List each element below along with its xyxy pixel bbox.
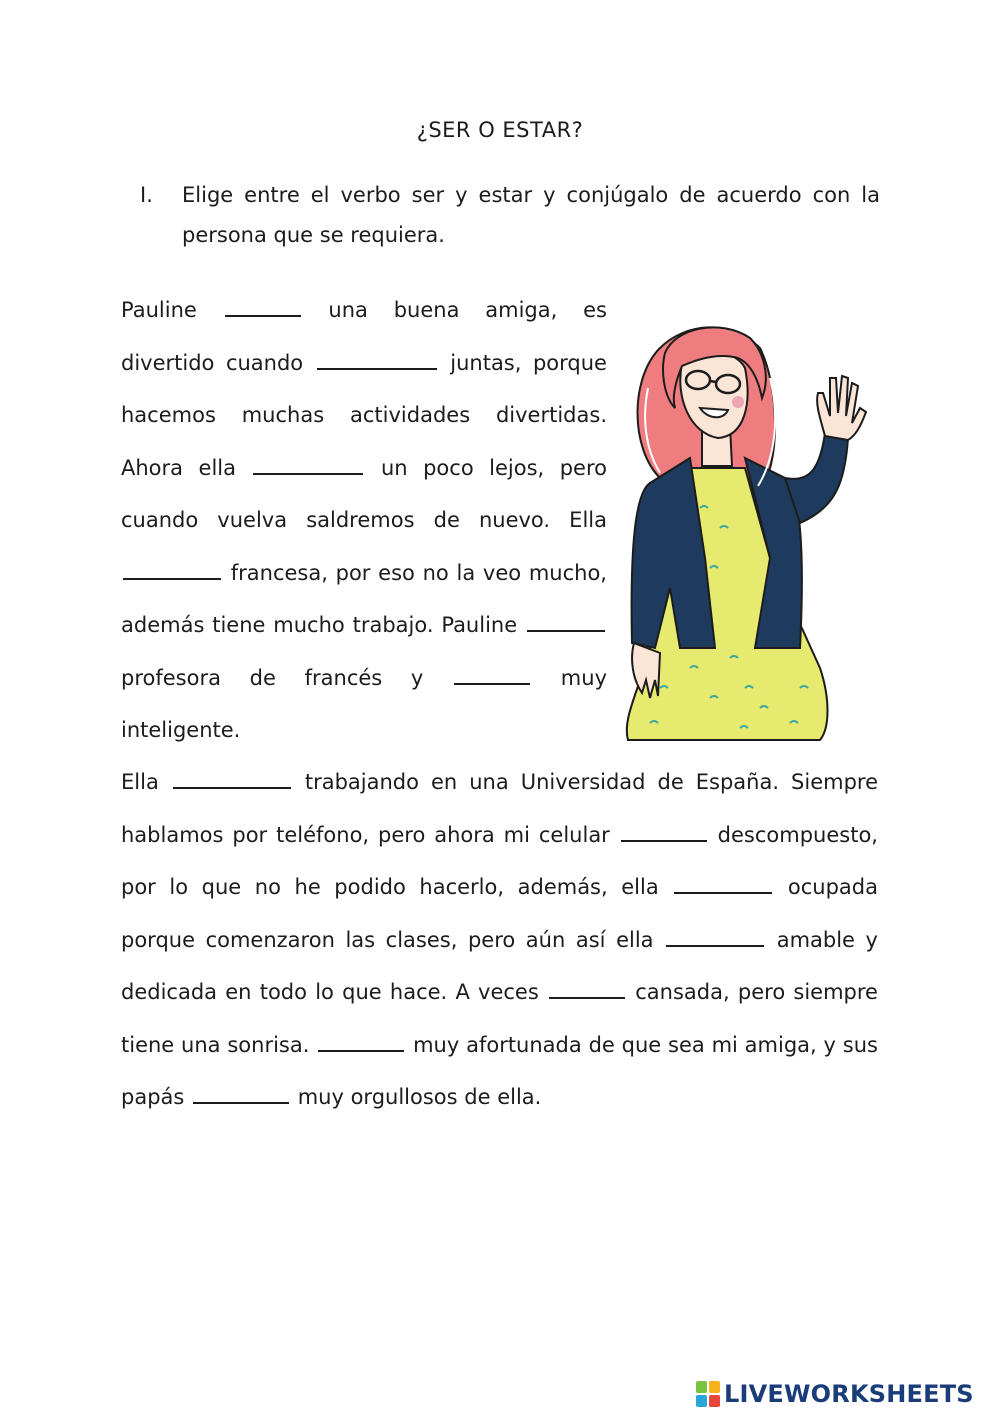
p2-text-7: muy afortunada de que sea mi amiga, y sus papás bbox=[121, 1032, 878, 1109]
p2-text-5: amable y dedicada en todo lo que hace. A veces bbox=[121, 927, 878, 1004]
p1-text-1: Pauline bbox=[121, 298, 197, 322]
answer-blank-3[interactable] bbox=[253, 454, 363, 475]
p2-text-6: cansada, pero siempre tiene una sonrisa. bbox=[121, 980, 878, 1057]
instruction-text: Elige entre el verbo ser y estar y conjúgalo de acuerdo con la persona que se requiera. bbox=[182, 183, 880, 247]
p2-text-8: muy orgullosos de ella. bbox=[297, 1085, 542, 1109]
p1-text-6: profesora de francés y bbox=[121, 665, 424, 690]
answer-blank-8[interactable] bbox=[621, 821, 707, 842]
p2-text-1: Ella bbox=[121, 770, 159, 794]
worksheet-title: ¿SER O ESTAR? bbox=[416, 118, 584, 142]
answer-blank-13[interactable] bbox=[193, 1083, 289, 1104]
liveworksheets-logo bbox=[696, 1378, 974, 1410]
paragraph-2 bbox=[121, 756, 878, 1124]
answer-blank-9[interactable] bbox=[674, 873, 772, 894]
p2-text-2: trabajando en una Universidad de España. Siempre hablamos por teléfono, pero ahora mi celular bbox=[121, 770, 878, 847]
instruction bbox=[140, 175, 880, 255]
answer-blank-1[interactable] bbox=[225, 296, 301, 317]
waving-hand bbox=[817, 376, 866, 440]
p1-text-4: un poco lejos, pero cuando vuelva saldremos de nuevo. Ella bbox=[121, 455, 607, 532]
raised-arm bbox=[785, 433, 848, 523]
answer-blank-5[interactable] bbox=[527, 611, 605, 632]
answer-blank-7[interactable] bbox=[173, 768, 291, 789]
p1-text-2: una buena amiga, es divertido cuando bbox=[121, 298, 607, 375]
p2-text-4: ocupada porque comenzaron las clases, pero aún así ella bbox=[121, 875, 878, 952]
answer-blank-11[interactable] bbox=[549, 978, 625, 999]
answer-blank-2[interactable] bbox=[317, 349, 437, 370]
answer-blank-6[interactable] bbox=[454, 664, 530, 685]
answer-blank-4[interactable] bbox=[123, 559, 221, 580]
p1-text-5: francesa, por eso no la veo mucho, además tiene mucho trabajo. Pauline bbox=[121, 560, 607, 637]
cheek bbox=[732, 396, 744, 408]
p2-text-3: descompuesto, por lo que no he podido hacerlo, además, ella bbox=[121, 822, 878, 899]
paragraph-1 bbox=[121, 284, 607, 757]
instruction-number: I. bbox=[140, 183, 153, 207]
answer-blank-10[interactable] bbox=[666, 926, 764, 947]
liveworksheets-mark-icon bbox=[696, 1381, 720, 1407]
p1-text-3: juntas, porque hacemos muchas actividades divertidas. Ahora ella bbox=[121, 350, 607, 480]
woman-waving-illustration bbox=[620, 308, 870, 748]
brand-name: LIVEWORKSHEETS bbox=[724, 1380, 974, 1408]
answer-blank-12[interactable] bbox=[318, 1031, 404, 1052]
p1-text-7: muy inteligente. bbox=[121, 665, 607, 742]
